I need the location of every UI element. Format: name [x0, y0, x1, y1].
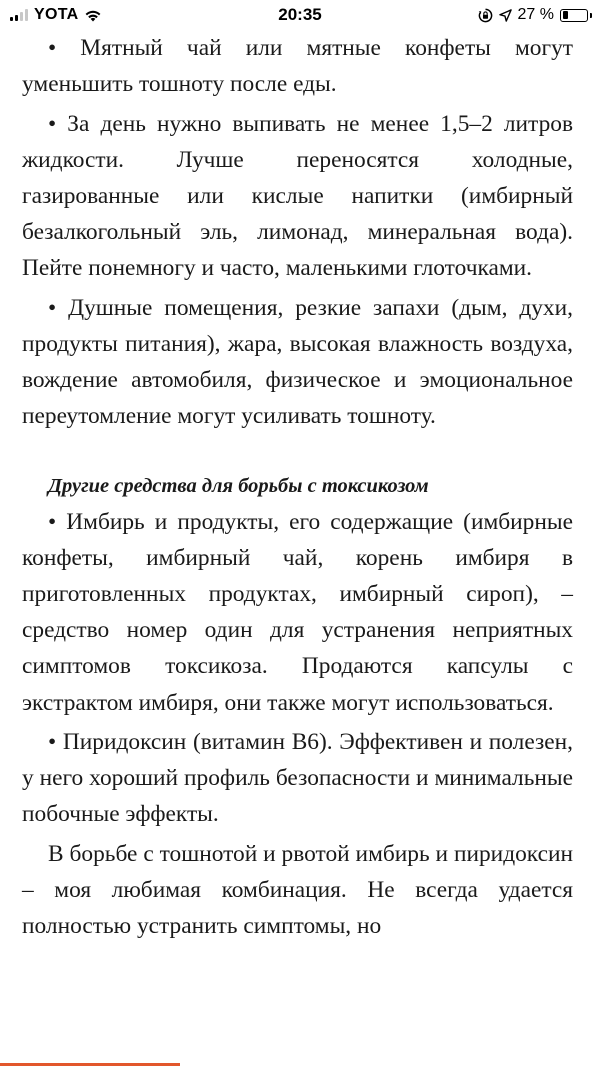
location-arrow-icon — [499, 9, 512, 22]
rotation-lock-icon — [478, 8, 493, 23]
paragraph: • Мятный чай или мятные конфеты могут уменьшить тошноту после еды. — [22, 35, 573, 98]
book-page[interactable] — [22, 30, 573, 948]
paragraph: • Душные помещения, резкие запахи (дым, духи, продукты питания), жара, высокая влажность воздуха, вождение автомобиля, физическое и эмоциональное переутомление могут усиливать тошноту. — [22, 294, 573, 430]
section-heading: Другие средства для борьбы с токсикозом — [48, 474, 429, 497]
clock: 20:35 — [278, 5, 322, 24]
battery-fill — [563, 11, 569, 19]
paragraph: • Имбирь и продукты, его содержащие (имбирные конфеты, имбирный чай, корень имбиря в приготовленных продуктах, имбирный сироп), – средство номер один для устранения неприятных симптомов токсикоза. Продаются капсулы с экстрактом имбиря, они также могут использоваться. — [22, 508, 573, 716]
battery-icon — [560, 9, 588, 22]
paragraph: • За день нужно выпивать не менее 1,5–2 литров жидкости. Лучше переносятся холодные, газированные или кислые напитки (имбирный безалкогольный эль, лимонад, минеральная вода). Пейте понемногу и часто, маленькими глоточками. — [22, 110, 573, 282]
paragraph: • Пиридоксин (витамин В6). Эффективен и полезен, у него хороший профиль безопасности и минимальные побочные эффекты. — [22, 729, 573, 828]
status-bar — [0, 0, 600, 32]
paragraph: В борьбе с тошнотой и рвотой имбирь и пиридоксин – моя любимая комбинация. Не всегда удается полностью устранить симптомы, но — [22, 840, 573, 940]
status-bar-right — [478, 6, 588, 24]
carrier-name: YOTA — [34, 6, 79, 23]
battery-percentage: 27 % — [517, 6, 554, 23]
